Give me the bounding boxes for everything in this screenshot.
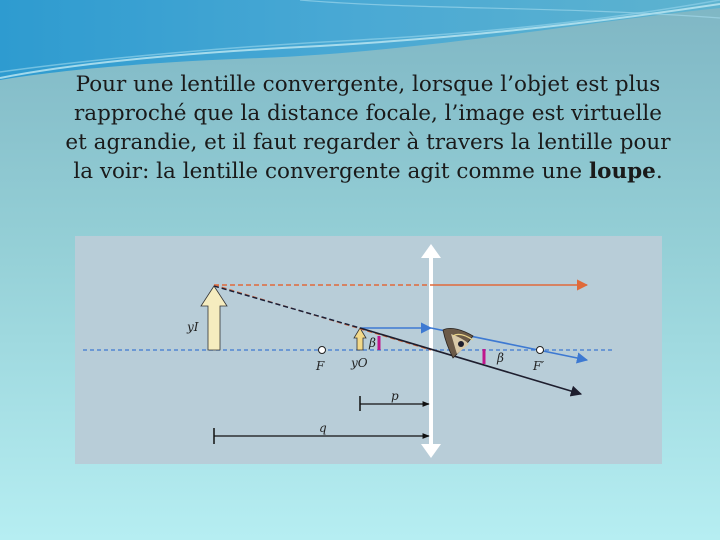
- description-line-1: Pour une lentille convergente, lorsque l’objet est plus: [75, 72, 661, 97]
- magnifier-diagram: [75, 236, 662, 464]
- object-arrow: [354, 328, 366, 350]
- label-angle-left: β: [369, 336, 376, 350]
- description-line-4: [48, 157, 688, 186]
- description-line-2: rapproché que la distance focale, l’image est virtuelle: [74, 101, 662, 126]
- description-line-3: et agrandie, et il faut regarder à travers la lentille pour: [65, 130, 671, 155]
- description-line-4-end: .: [655, 159, 663, 184]
- central-ray: [214, 286, 360, 328]
- virtual-image-arrow: [201, 286, 227, 350]
- loupe-term: loupe: [588, 159, 656, 184]
- label-object-height: yO: [351, 356, 368, 370]
- description-line-4-text: la voir: la lentille convergente agit comme une: [73, 159, 589, 184]
- focal-point-right: [537, 347, 544, 354]
- label-distance-p: p: [391, 389, 399, 403]
- focal-point-left: [319, 347, 326, 354]
- label-distance-q: q: [319, 421, 327, 435]
- label-angle-right: β: [497, 351, 504, 365]
- lens-ray-diagram: [75, 236, 662, 464]
- description-text: [48, 70, 688, 186]
- label-image-height: yI: [187, 320, 199, 334]
- label-focal-right: F′: [533, 359, 545, 373]
- label-focal-left: F: [316, 359, 325, 373]
